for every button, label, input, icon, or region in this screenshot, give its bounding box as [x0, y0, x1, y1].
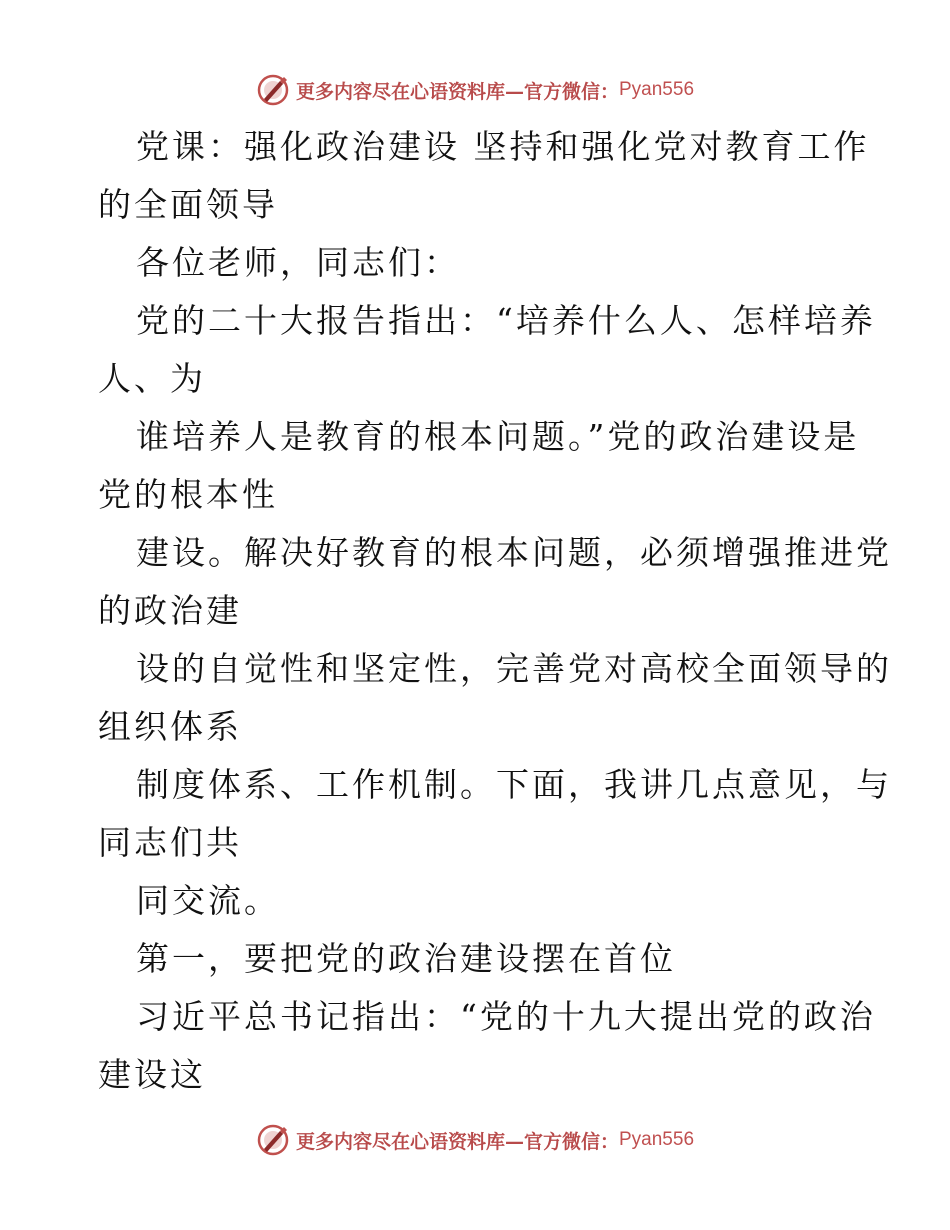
paragraph-line: 制度体系、工作机制。下面，我讲几点意见，与	[136, 765, 892, 804]
paragraph-line: 建设这	[98, 1055, 206, 1094]
paragraph-line: 第一，要把党的政治建设摆在首位	[136, 939, 676, 978]
banner-wechat-id: Pyan556	[619, 1129, 695, 1150]
paragraph-line: 的政治建	[98, 591, 242, 630]
banner-text: 更多内容尽在心语资料库—官方微信：	[295, 80, 619, 103]
paragraph-line: 同志们共	[98, 823, 242, 862]
paragraph-line: 党的根本性	[98, 475, 278, 514]
paragraph-line: 党课：强化政治建设 坚持和强化党对教育工作	[136, 127, 870, 166]
footer-banner	[0, 1120, 950, 1160]
paragraph-line: 组织体系	[98, 707, 242, 746]
paragraph-line: 的全面领导	[98, 185, 278, 224]
paragraph-line: 党的二十大报告指出：“培养什么人、怎样培养	[136, 301, 876, 340]
document-body	[98, 118, 892, 1104]
paragraph-line: 建设。解决好教育的根本问题，必须增强推进党	[136, 533, 892, 572]
paragraph-line: 设的自觉性和坚定性，完善党对高校全面领导的	[136, 649, 892, 688]
pen-seal-icon	[256, 73, 290, 107]
paragraph-line: 谁培养人是教育的根本问题。”党的政治建设是	[136, 417, 860, 456]
banner-text: 更多内容尽在心语资料库—官方微信：	[295, 1130, 619, 1153]
banner-wechat-id: Pyan556	[619, 79, 695, 100]
header-banner	[0, 70, 950, 110]
pen-seal-icon	[256, 1123, 290, 1157]
paragraph-line: 习近平总书记指出：“党的十九大提出党的政治	[136, 997, 876, 1036]
paragraph-line: 同交流。	[136, 881, 280, 920]
paragraph-line: 人、为	[98, 359, 206, 398]
paragraph-line: 各位老师，同志们：	[136, 243, 460, 282]
